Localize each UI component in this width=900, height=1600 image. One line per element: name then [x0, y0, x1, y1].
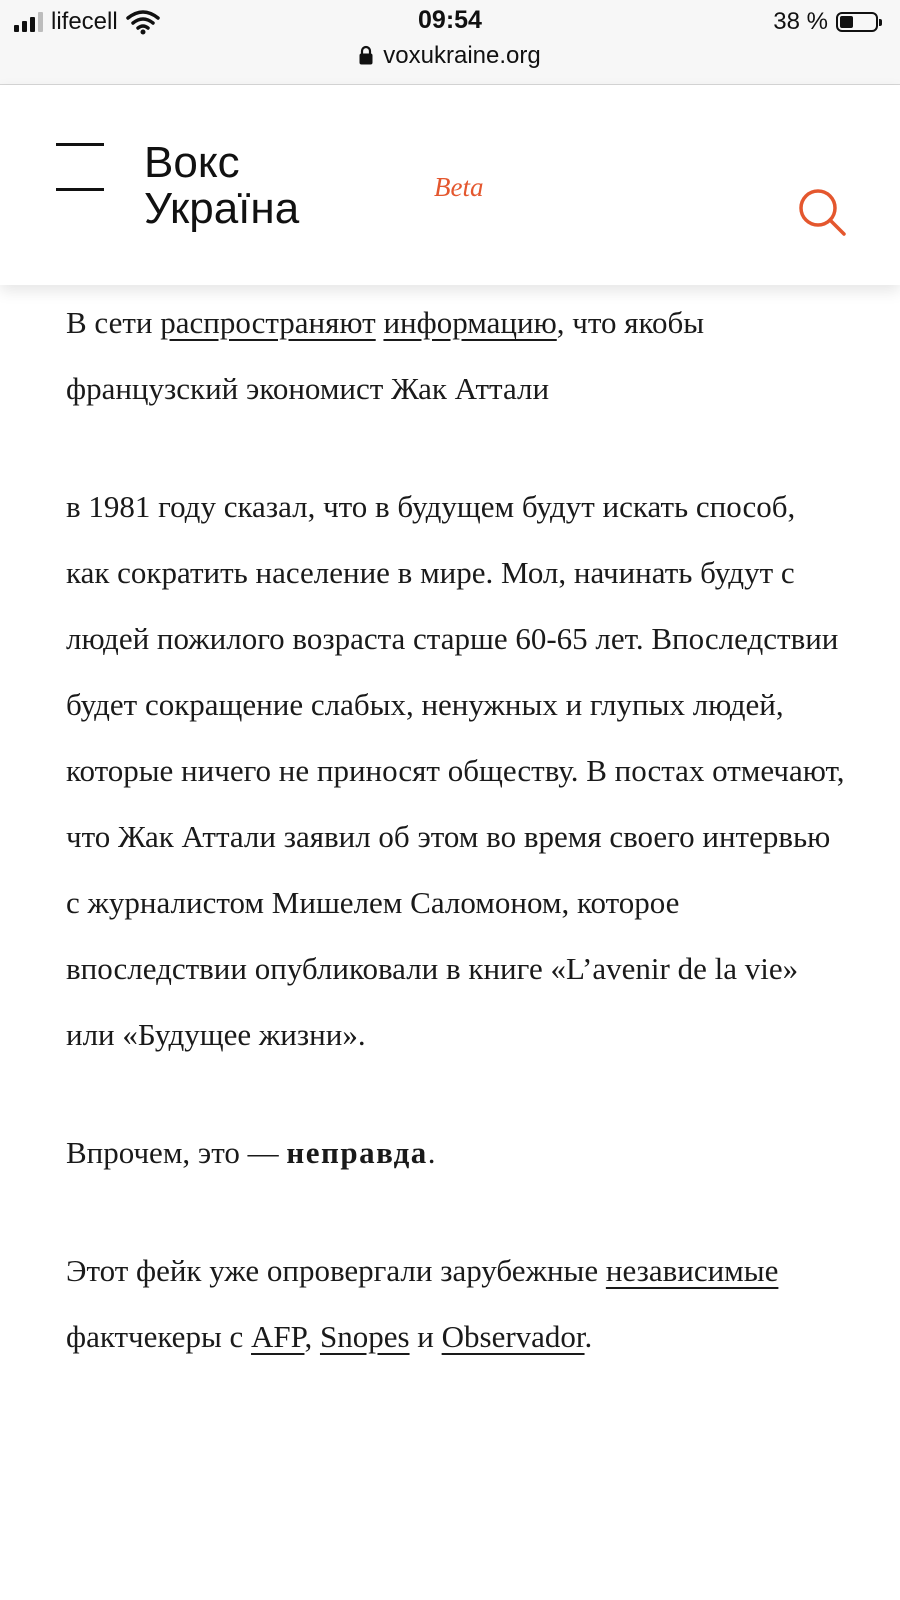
menu-button[interactable]	[56, 143, 104, 193]
text: Впрочем, это —	[66, 1135, 287, 1170]
link-independent[interactable]: независимые	[605, 1253, 779, 1288]
link-observador[interactable]: Observador	[441, 1319, 585, 1354]
menu-line-top	[56, 143, 104, 146]
text: и	[409, 1319, 442, 1354]
clock: 09:54	[418, 6, 482, 34]
text: Этот фейк уже опровергали зарубежные	[66, 1253, 606, 1288]
url-bar[interactable]	[0, 42, 900, 70]
text: , что якобы французский экономист Жак Аттали	[66, 305, 705, 406]
search-icon[interactable]	[797, 187, 849, 239]
status-right	[773, 8, 878, 36]
logo-line-2: Україна	[144, 184, 300, 233]
url-text: voxukraine.org	[383, 42, 541, 69]
battery-percent: 38 %	[773, 8, 828, 35]
text: .	[584, 1319, 593, 1354]
paragraph-1	[66, 290, 846, 422]
text: фактчекеры с	[66, 1319, 252, 1354]
article-body	[66, 290, 846, 1370]
text: .	[427, 1135, 436, 1170]
link-information[interactable]: информацию	[383, 305, 557, 340]
menu-line-bottom	[56, 188, 104, 191]
lock-icon	[359, 45, 373, 65]
link-afp[interactable]: AFP	[251, 1319, 305, 1354]
site-logo[interactable]	[144, 140, 299, 232]
link-spread[interactable]: распространяют	[160, 305, 376, 340]
text: ,	[304, 1319, 320, 1354]
carrier-name: lifecell	[51, 8, 118, 35]
beta-label: Beta	[434, 172, 484, 202]
text: В сети	[66, 305, 161, 340]
link-snopes[interactable]: Snopes	[319, 1319, 410, 1354]
paragraph-4	[66, 1238, 846, 1370]
paragraph-2: в 1981 году сказал, что в будущем будут искать способ, как сократить население в мире. Мол, начинать будут с людей пожилого возраста старше 60-65 лет. Впоследствии будет сокращение слабых, ненужных и глупых людей, которые ничего не приносят обществу. В постах отмечают, что Жак Аттали заявил об этом во время своего интервью с журналистом Мишелем Саломоном, которое впоследствии опубликовали в книге «L’avenir de la vie» или «Будущее жизни».	[66, 489, 845, 1052]
verdict-bold: неправда	[286, 1135, 428, 1170]
site-header	[0, 85, 900, 285]
battery-fill	[840, 16, 853, 28]
status-bar	[0, 0, 900, 85]
logo-line-1: Вокс	[144, 138, 240, 187]
battery-icon	[836, 12, 878, 32]
paragraph-3	[66, 1120, 846, 1186]
